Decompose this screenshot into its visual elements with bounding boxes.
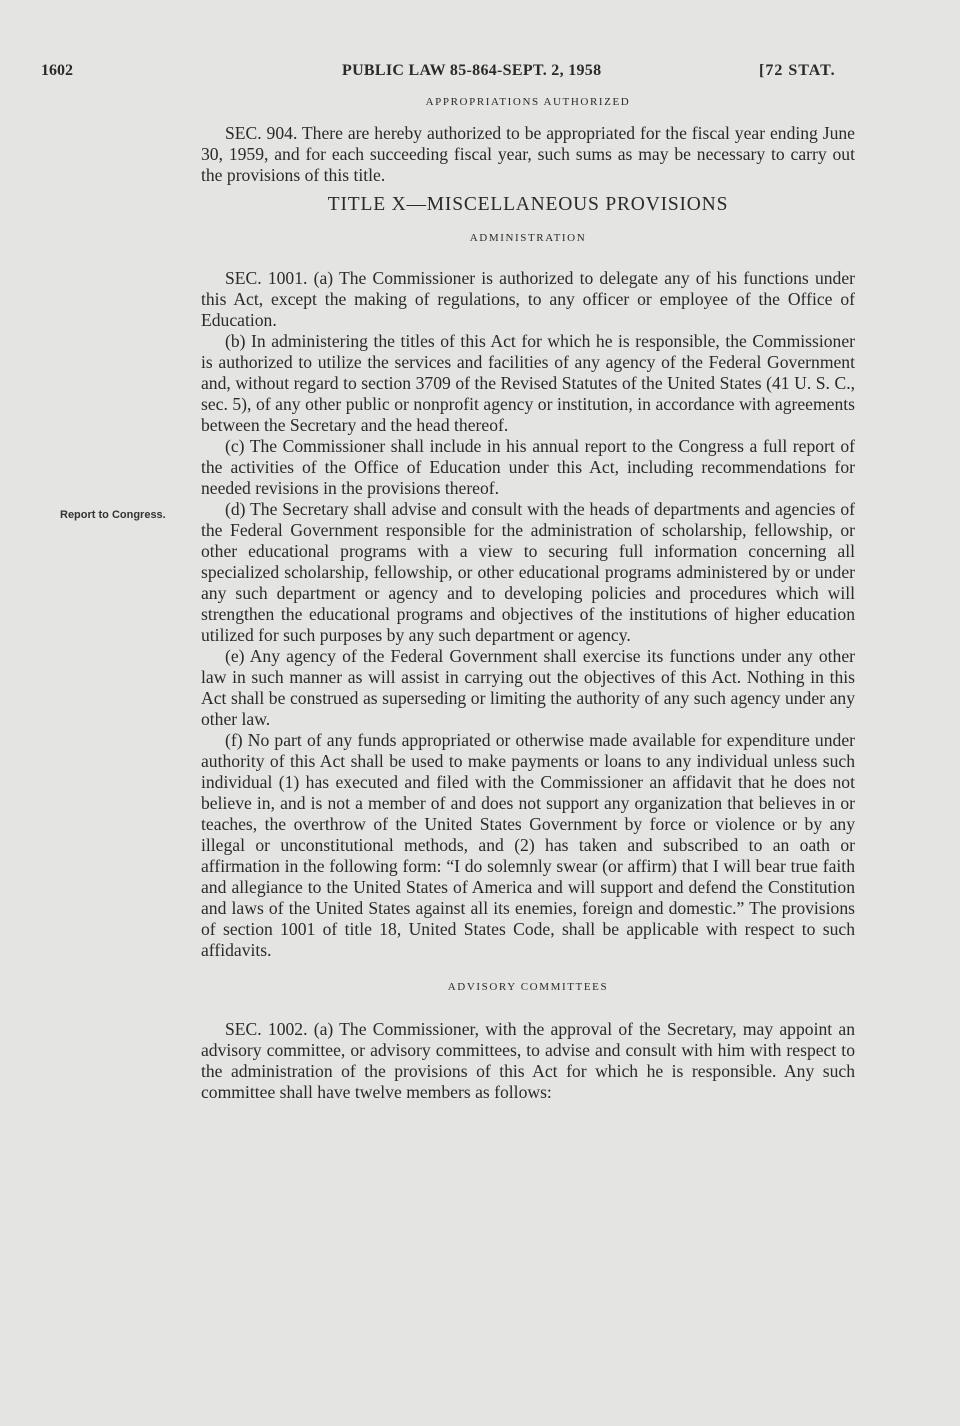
section-1001-b: (b) In administering the titles of this Act for which he is responsible, the Commissioner is authorized to utilize the services and facilities of any agency of the Federal Government and, without regard to section 3709 of the Revised Statutes of the United States (41 U. S. C., sec. 5), of any other public or nonprofit agency or institution, in accordance with agreements between the Secretary and the head thereof. — [201, 331, 855, 435]
administration-heading: ADMINISTRATION — [469, 232, 587, 244]
title-x-heading: TITLE X—MISCELLANEOUS PROVISIONS — [327, 194, 729, 215]
section-1001-d: (d) The Secretary shall advise and consult with the heads of departments and agencies of the Federal Government responsible for the administration of scholarship, fellowship, or other educational programs with a view to securing full information concerning all specialized scholarship, fellowship, or other educational programs administered by or under any such department or agency and to developing policies and procedures which will strengthen the educational programs and objectives of the institutions of higher education utilized for such purposes by any such department or agency. — [201, 499, 855, 645]
margin-note: Report to Congress. — [60, 509, 166, 521]
statute-reference: [72 STAT. — [759, 62, 836, 79]
section-1001-c: (c) The Commissioner shall include in his annual report to the Congress a full report of the activities of the Office of Education under this Act, including recommendations for needed revisions in the provisions thereof. — [201, 436, 855, 498]
section-1001-f: (f) No part of any funds appropriated or otherwise made available for expenditure under authority of this Act shall be used to make payments or loans to any individual unless such individual (1) has executed and filed with the Commissioner an affidavit that he does not believe in, and is not a member of and does not support any organization that believes in or teaches, the overthrow of the United States Government by force or violence or by any illegal or unconstitutional methods, and (2) has taken and subscribed to an oath or affirmation in the following form: “I do solemnly swear (or affirm) that I will bear true faith and allegiance to the United States of America and will support and defend the Constitution and laws of the United States against all its enemies, foreign and domestic.” The provisions of section 1001 of title 18, United States Code, shall be applicable with respect to such affidavits. — [201, 730, 855, 960]
section-904: SEC. 904. There are hereby authorized to be appropriated for the fiscal year ending June 30, 1959, and for each succeeding fiscal year, such sums as may be necessary to carry out the provisions of this title. — [201, 123, 855, 185]
running-title: PUBLIC LAW 85-864-SEPT. 2, 1958 — [342, 62, 602, 79]
section-1002-a: SEC. 1002. (a) The Commissioner, with the approval of the Secretary, may appoint an advisory committee, or advisory committees, to advise and consult with him with respect to the administration of the provisions of this Act for which he is responsible. Any such committee shall have twelve members as follows: — [201, 1019, 855, 1102]
section-1001-a: SEC. 1001. (a) The Commissioner is authorized to delegate any of his functions under this Act, except the making of regulations, to any officer or employee of the Office of Education. — [201, 268, 855, 330]
advisory-committees-heading: ADVISORY COMMITTEES — [447, 981, 609, 993]
page-header — [0, 62, 960, 86]
page-number: 1602 — [41, 62, 73, 79]
body-text — [201, 96, 855, 1103]
section-1001-e: (e) Any agency of the Federal Government shall exercise its functions under any other law in such manner as will assist in carrying out the objectives of this Act. Nothing in this Act shall be construed as superseding or limiting the authority of any such agency under any other law. — [201, 646, 855, 729]
appropriations-heading: APPROPRIATIONS AUTHORIZED — [425, 96, 631, 108]
